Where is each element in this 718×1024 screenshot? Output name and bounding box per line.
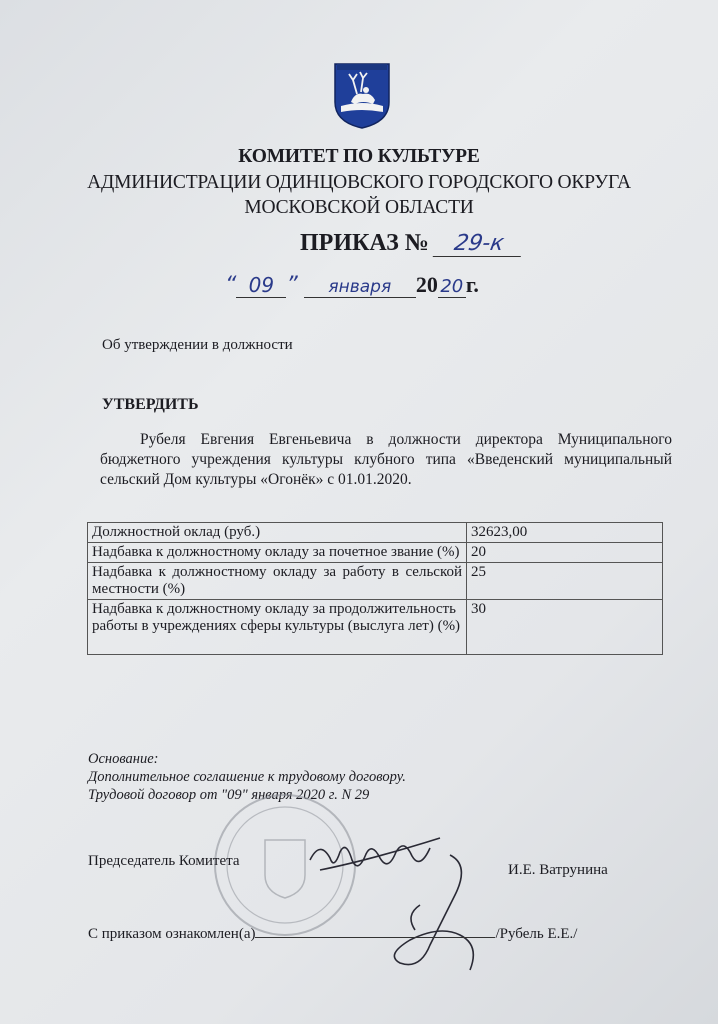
ack-label: С приказом ознакомлен(а): [88, 926, 256, 942]
order-date: “ 09 ” января 20 20 г.: [225, 272, 479, 298]
table-row: [88, 523, 663, 543]
date-suffix: г.: [465, 272, 479, 297]
basis-label: Основание:: [88, 751, 159, 767]
order-number: 29-к: [433, 231, 526, 257]
ack-signature-line: [255, 923, 495, 938]
basis-line-1: Дополнительное соглашение к трудовому договору.: [88, 769, 406, 785]
table-cell-value: 30: [467, 600, 663, 655]
table-row: [88, 543, 663, 563]
employee-signature-icon: [380, 845, 490, 985]
order-label: ПРИКАЗ №: [300, 230, 429, 256]
ack-name: /Рубель Е.Е./: [495, 926, 578, 942]
acknowledgement-line: [88, 923, 577, 943]
date-year-suffix: 20: [438, 276, 466, 298]
order-title: [300, 230, 523, 257]
table-cell-label: Надбавка к должностному окладу за продолжительность работы в учреждениях сферы культуры (выслуга лет) (%): [88, 600, 467, 655]
coat-of-arms-icon: [333, 62, 391, 130]
date-year-prefix: 20: [415, 272, 438, 297]
order-body-text: Рубеля Евгения Евгеньевича в должности директора Муниципального бюджетного учреждения культуры клубного типа «Введенский муниципальный сельский Дом культуры «Огонёк» с 01.01.2020.: [100, 431, 672, 488]
table-cell-value: 20: [467, 543, 663, 563]
basis-line-2: Трудовой договор от "09" января 2020 г. N 29: [88, 787, 370, 803]
table-row: [88, 600, 663, 655]
table-row: [88, 563, 663, 600]
date-month: января: [304, 277, 416, 298]
table-cell-value: 32623,00: [467, 523, 663, 543]
table-cell-label: Надбавка к должностному окладу за работу в сельской местности (%): [88, 563, 467, 600]
chair-name: И.Е. Ватрунина: [508, 862, 608, 878]
org-name-line-3: МОСКОВСКОЙ ОБЛАСТИ: [244, 197, 474, 218]
chair-label: Председатель Комитета: [88, 853, 240, 869]
table-cell-value: 25: [467, 563, 663, 600]
order-subject: Об утверждении в должности: [102, 337, 293, 353]
approve-heading: УТВЕРДИТЬ: [102, 396, 199, 413]
org-name-line-2: АДМИНИСТРАЦИИ ОДИНЦОВСКОГО ГОРОДСКОГО ОКРУГА: [87, 172, 631, 193]
salary-table: [87, 522, 663, 655]
org-name-line-1: КОМИТЕТ ПО КУЛЬТУРЕ: [238, 146, 480, 167]
table-cell-label: Надбавка к должностному окладу за почетное звание (%): [88, 543, 467, 563]
date-day: 09: [236, 273, 286, 298]
table-cell-label: Должностной оклад (руб.): [88, 523, 467, 543]
